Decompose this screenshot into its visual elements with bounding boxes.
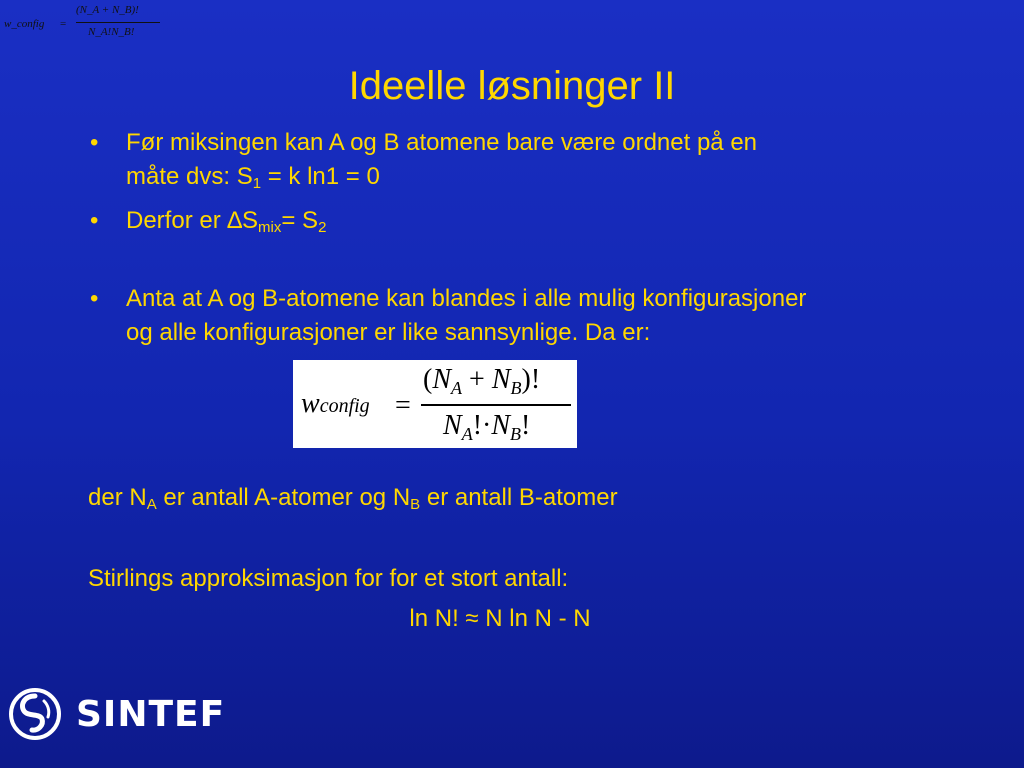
bullet-text xyxy=(126,204,956,238)
definition-part: er antall A-atomer og N xyxy=(156,484,411,511)
configuration-formula xyxy=(293,360,577,448)
subscript: A xyxy=(146,496,157,513)
definition-text xyxy=(88,483,618,513)
formula-lhs xyxy=(301,388,370,420)
thumbnail-formula xyxy=(4,2,164,48)
thumbnail-formula-equals: = xyxy=(60,18,67,30)
bullet-marker: • xyxy=(90,207,99,234)
bullet-text-part: = k ln1 = 0 xyxy=(261,163,380,190)
formula-numerator: $(N_A + N_B)$! xyxy=(423,364,541,398)
stirling-intro: Stirlings approksimasjon for for et stort antall: xyxy=(88,565,569,592)
formula-subscript: A xyxy=(461,424,473,444)
bullet-line: Anta at A og B-atomene kan blandes i alle mulig konfigurasjoner xyxy=(126,285,807,312)
formula-denominator: $N_A!\cdot N_B$! xyxy=(443,410,531,444)
bullet-line: Før miksingen kan A og B atomene bare være ordnet på en xyxy=(126,129,758,156)
bullet-line xyxy=(126,160,956,194)
bullet-line: og alle konfigurasjoner er like sannsynlige. Da er: xyxy=(126,319,651,346)
definition-part: er antall B-atomer xyxy=(420,484,618,511)
thumbnail-formula-numerator: (N_A + N_B)! xyxy=(76,4,139,16)
formula-subscript: B xyxy=(510,424,522,444)
formula-w: w xyxy=(301,388,320,419)
formula-equals: = xyxy=(395,390,411,421)
sintef-logo xyxy=(8,688,225,740)
bullet-text xyxy=(126,126,956,194)
formula-w-subscript: config xyxy=(319,395,370,417)
bullet-text-part: Derfor er ∆S xyxy=(126,207,259,234)
bullet-text xyxy=(126,282,956,350)
sintef-logo-icon xyxy=(8,687,62,741)
sintef-wordmark: SINTEF xyxy=(76,693,226,735)
formula-part: ! xyxy=(521,410,531,441)
subscript: mix xyxy=(258,219,282,236)
formula-fraction-bar xyxy=(421,404,571,406)
bullet-text-part: måte dvs: S xyxy=(126,163,253,190)
subscript: 2 xyxy=(318,219,327,236)
subscript: 1 xyxy=(252,175,262,192)
formula-subscript: A xyxy=(451,378,463,398)
slide-title: Ideelle løsninger II xyxy=(348,64,676,108)
bullet-marker: • xyxy=(90,129,99,156)
formula-part: N xyxy=(443,410,462,441)
bullet-marker: • xyxy=(90,285,99,312)
stirling-formula: ln N! ≈ N ln N - N xyxy=(409,605,591,632)
thumbnail-formula-lhs: w_config xyxy=(4,18,45,30)
definition-part: der N xyxy=(88,484,147,511)
bullet-text-part: = S xyxy=(281,207,319,234)
thumbnail-formula-denominator: N_A!N_B! xyxy=(88,26,135,38)
subscript: B xyxy=(410,496,421,513)
formula-subscript: B xyxy=(510,378,522,398)
thumbnail-formula-bar xyxy=(76,22,160,23)
